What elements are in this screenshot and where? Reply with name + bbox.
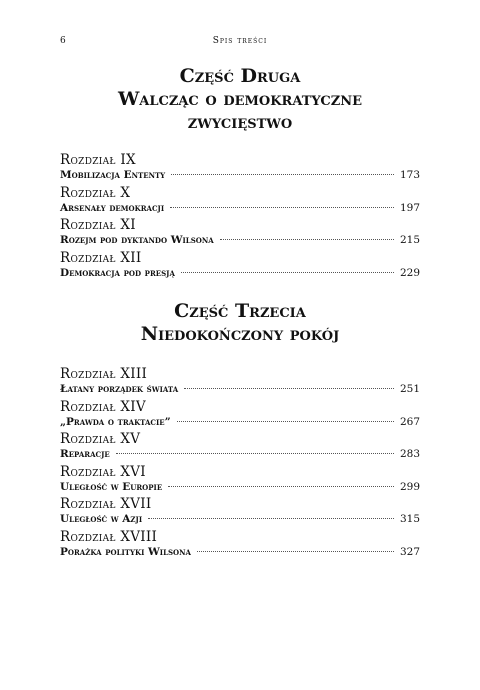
page-ref: 327	[399, 545, 420, 558]
toc-row	[60, 447, 420, 461]
dot-leader	[184, 388, 394, 389]
toc-entry[interactable]	[60, 464, 420, 497]
chapter-title: Uległość w Europie	[60, 480, 163, 493]
dot-leader	[148, 518, 394, 519]
chapter-title: Demokracja pod presją	[60, 266, 175, 279]
chapter-title: Porażka polityki Wilsona	[60, 545, 191, 558]
toc-row	[60, 382, 420, 396]
toc-entry[interactable]	[60, 250, 420, 283]
chapter-label: Rozdział XVI	[60, 463, 146, 480]
chapter-title: Mobilizacja Ententy	[60, 169, 166, 181]
dot-leader	[181, 272, 394, 273]
part-two-title-line2: zwycięstwo	[187, 111, 293, 133]
part-two-label: Część Druga	[179, 65, 301, 87]
page-ref: 299	[399, 480, 420, 493]
toc-row	[60, 415, 420, 429]
toc-entry[interactable]	[60, 529, 420, 562]
dot-leader	[168, 486, 394, 487]
toc-row	[60, 233, 420, 247]
chapter-title: „Prawda o traktacie”	[60, 415, 171, 428]
toc-entry[interactable]	[60, 496, 420, 529]
toc-part-two	[60, 152, 420, 282]
toc-row	[60, 512, 420, 526]
page-ref: 267	[399, 415, 420, 428]
dot-leader	[197, 551, 394, 552]
chapter-title: Uległość w Azji	[60, 513, 143, 525]
chapter-title: Łatany porządek świata	[60, 383, 179, 395]
chapter-label: Rozdział XIV	[60, 398, 146, 415]
toc-row	[60, 201, 420, 215]
page-ref: 197	[399, 201, 420, 214]
chapter-label: Rozdział IX	[60, 152, 136, 168]
part-three-heading	[60, 300, 420, 346]
chapter-label: Rozdział XV	[60, 431, 141, 447]
chapter-label: Rozdział XVII	[60, 496, 152, 512]
chapter-title: Arsenały demokracji	[60, 201, 165, 214]
page-number: 6	[60, 36, 67, 46]
part-two-heading	[60, 65, 420, 134]
dot-leader	[220, 239, 394, 240]
page-ref: 251	[399, 383, 420, 395]
part-three-title: Niedokończony pokój	[140, 323, 340, 345]
chapter-title: Rozejm pod dyktando Wilsona	[60, 234, 214, 246]
dot-leader	[116, 453, 394, 454]
page-ref: 315	[399, 513, 420, 525]
toc-row	[60, 266, 420, 280]
page-ref: 283	[399, 448, 420, 460]
toc-entry[interactable]	[60, 185, 420, 218]
running-title: Spis treści	[212, 36, 268, 46]
part-two-title-line1: Walcząc o demokratyczne	[117, 88, 363, 110]
chapter-label: Rozdział X	[60, 184, 131, 201]
toc-entry[interactable]	[60, 431, 420, 464]
toc-row	[60, 168, 420, 182]
toc-entry[interactable]	[60, 366, 420, 399]
toc-row	[60, 480, 420, 494]
page-ref: 173	[399, 169, 420, 181]
running-header	[60, 36, 420, 50]
toc-entry[interactable]	[60, 399, 420, 432]
toc-entry[interactable]	[60, 217, 420, 250]
dot-leader	[177, 421, 394, 422]
chapter-label: Rozdział XIII	[60, 366, 148, 382]
chapter-label: Rozdział XVIII	[60, 528, 158, 545]
toc-row	[60, 545, 420, 559]
dot-leader	[171, 174, 394, 175]
toc-entry[interactable]	[60, 152, 420, 185]
dot-leader	[170, 207, 394, 208]
chapter-label: Rozdział XII	[60, 249, 142, 266]
toc-part-three	[60, 366, 420, 561]
chapter-label: Rozdział XI	[60, 217, 136, 233]
part-three-label: Część Trzecia	[174, 300, 306, 322]
page-ref: 229	[399, 266, 420, 279]
chapter-title: Reparacje	[60, 448, 110, 460]
page-ref: 215	[399, 234, 420, 246]
